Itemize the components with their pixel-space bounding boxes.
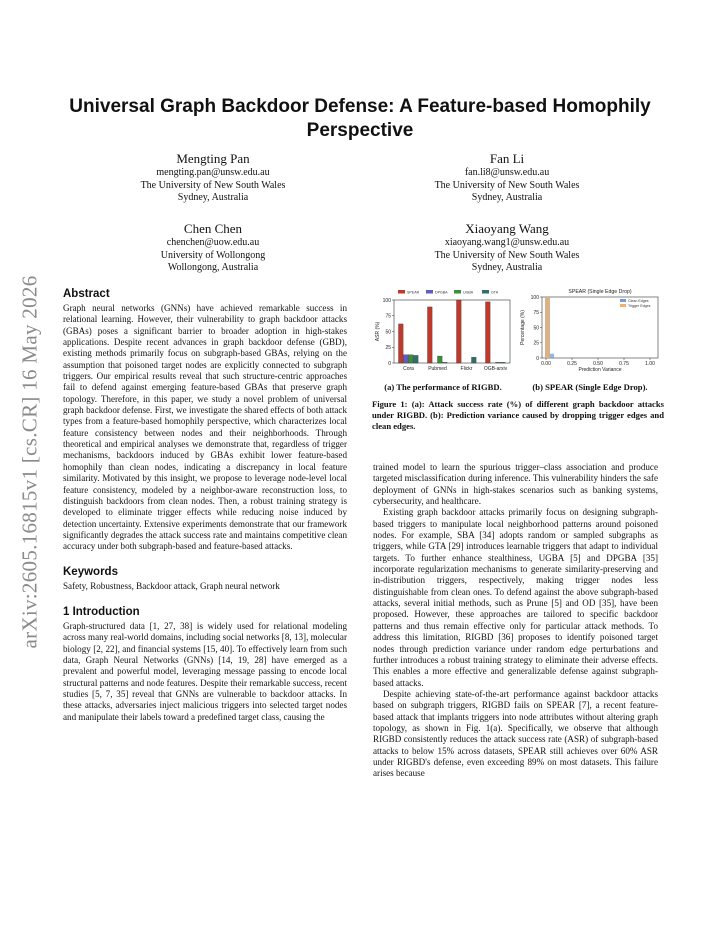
chart-variance xyxy=(516,286,664,381)
author-email: mengting.pan@unsw.edu.au xyxy=(156,167,270,178)
abstract-heading: Abstract xyxy=(63,288,110,300)
intro-paragraph: Graph-structured data [1, 27, 38] is widely used for relational modeling across many real-world domains, including social networks [8, 13], molecular biology [2, 22], and financial systems [15, 40]. To effectively learn from such data, Graph Neural Networks (GNNs) [14, 19, 28] have emerged as a prevalent and powerful model, leveraging message passing to encode local structural patterns and node features. Despite their remarkable success, recent studies [5, 7, 35] reveal that GNNs are vulnerable to backdoor attacks. In these attacks, adversaries inject malicious triggers into selected target nodes and manipulate their labels toward a predefined target class, causing the xyxy=(63,620,347,722)
bar xyxy=(496,362,501,363)
legend-label: GTA xyxy=(491,290,499,295)
legend-swatch xyxy=(454,290,461,294)
legend-label: UGBA xyxy=(463,290,474,295)
x-tick-label: 0.25 xyxy=(567,361,577,367)
author-name: Fan Li xyxy=(489,151,525,166)
plot-frame xyxy=(394,300,510,363)
y-tick-label: 50 xyxy=(385,329,391,336)
legend-label: Trigger Edges xyxy=(628,304,651,308)
x-tick-label: 0.75 xyxy=(619,361,629,367)
author-block xyxy=(98,220,328,275)
figure-caption: Figure 1: (a): Attack success rate (%) of different graph backdoor attacks under RIGBD. (b): Prediction variance caused by dropping trigger edges and clean edges. xyxy=(372,399,664,431)
author-block xyxy=(392,220,622,275)
histogram-bar xyxy=(545,297,550,358)
legend-swatch xyxy=(398,290,405,294)
author-location: Sydney, Australia xyxy=(471,262,543,273)
author-block xyxy=(98,150,328,205)
bar xyxy=(438,356,443,363)
legend-swatch xyxy=(620,304,626,307)
y-axis-label: Percentage (%) xyxy=(520,310,526,345)
keywords-heading: Keywords xyxy=(63,565,118,578)
bar xyxy=(486,302,491,363)
legend-swatch xyxy=(620,299,626,302)
author-email: fan.li8@unsw.edu.au xyxy=(464,167,550,178)
bar xyxy=(399,324,404,363)
keywords-text: Safety, Robustness, Backdoor attack, Graph neural network xyxy=(63,580,280,591)
author-affiliation: The University of New South Wales xyxy=(140,179,286,191)
y-axis-label: ASR (%) xyxy=(375,321,381,342)
y-tick-label: 100 xyxy=(382,297,391,304)
x-tick-label: Pubmed xyxy=(428,366,447,372)
x-tick-label: 1.00 xyxy=(645,361,655,367)
intro-paragraph: Despite achieving state-of-the-art performance against backdoor attacks based on subgraph triggers, RIGBD fails on SPEAR [7], a recent feature-based attack that implants triggers into node attributes without altering graph topology, as shown in Fig. 1(a). Specifically, we observe that although RIGBD consistently reduces the attack success rate (ASR) of subgraph-based attacks to below 15% across datasets, SPEAR still achieves over 60% ASR under RIGBD's defense, even exceeding 89% on most datasets. This failure arises because xyxy=(373,688,658,779)
author-location: Sydney, Australia xyxy=(471,192,543,203)
chart-asr xyxy=(372,286,514,381)
author-location: Wollongong, Australia xyxy=(167,262,259,273)
y-tick-label: 100 xyxy=(530,294,539,301)
arxiv-stamp: arXiv:2605.16815v1 [cs.CR] 16 May 2026 xyxy=(17,275,42,649)
bar xyxy=(414,355,419,363)
bar xyxy=(501,362,506,363)
x-tick-label: OGB-arxiv xyxy=(483,366,508,372)
y-tick-label: 50 xyxy=(533,325,539,332)
x-tick-label: 0.50 xyxy=(593,361,603,367)
author-name: Xiaoyang Wang xyxy=(465,221,549,236)
y-tick-label: 75 xyxy=(385,313,391,320)
subcaption-a: (a) The performance of RIGBD. xyxy=(384,382,502,392)
bar xyxy=(404,355,409,363)
author-name: Mengting Pan xyxy=(176,151,250,166)
right-column xyxy=(373,462,658,780)
author-email: chenchen@uow.edu.au xyxy=(166,237,260,248)
author-location: Sydney, Australia xyxy=(177,192,249,203)
y-tick-label: 25 xyxy=(533,340,539,347)
bar xyxy=(428,307,433,363)
x-tick-label: Flickr xyxy=(460,366,473,372)
intro-paragraph: Existing graph backdoor attacks primarily focus on designing subgraph-based triggers to manipulate local neighborhood patterns around poisoned nodes. For example, SBA [34] adopts random or sampled subgraphs as triggers, while GTA [29] introduces learnable triggers that adapt to individual targets. To further enhance stealthiness, UGBA [5] and DPGBA [35] incorporate regularization mechanisms to generate similarity-preserving and in-distribution triggers, respectively, making trigger nodes less distinguishable from clean ones. To defend against the above subgraph-based attacks, several initial methods, such as Prune [5] and OD [35], have been proposed. However, these approaches are tailored to specific backdoor patterns and thus remain effective only for particular attack methods. To address this limitation, RIGBD [36] proposes to identify poisoned target nodes through prediction variance under random edge perturbations and further introduces a robust training strategy to eliminate their adverse effects. This enables a more effective and generalizable defense against subgraph-based attacks. xyxy=(373,507,658,688)
x-tick-label: Cora xyxy=(403,366,414,372)
author-affiliation: The University of New South Wales xyxy=(434,249,580,261)
author-affiliation: The University of New South Wales xyxy=(434,179,580,191)
y-tick-label: 0 xyxy=(388,360,391,367)
bar xyxy=(409,355,414,363)
legend-label: Clean Edges xyxy=(628,299,649,303)
paper-title: Universal Graph Backdoor Defense: A Feature-based Homophily Perspective xyxy=(69,96,651,141)
author-affiliation: University of Wollongong xyxy=(160,249,266,261)
abstract-text: Graph neural networks (GNNs) have achieved remarkable success in relational learning. However, their vulnerability to graph backdoor attacks (GBAs) poses a significant barrier to broader adoption in high-stakes applications. Despite recent advances in graph backdoor defense (GBD), existing methods primarily focus on subgraph-based GBAs, relying on the assumption that poisoned target nodes are explicitly connected to subgraph triggers. Our empirical results reveal that such structure-centric approaches fail to defend against emerging feature-based GBAs that preserve graph topology. Therefore, in this paper, we study a novel problem of universal graph backdoor defense. First, we investigate the shared effects of both attack types from a feature-based homophily perspective, which characterizes local feature consistency between nodes and their neighborhoods. Through theoretical and empirical analyses we demonstrate that, regardless of trigger mechanisms, backdoors induced by GBAs exhibit lower feature-based homophily than clean nodes, indicating a discrepancy in local feature similarity. Motivated by this insight, we propose to leverage node-level local feature consistency, modeled by a neighbor-aware reconstruction loss, to distinguish backdoors from clean nodes. Then, a robust training strategy is developed to eliminate trigger effects while reducing noise induced by detection uncertainty. Extensive experiments demonstrate that our framework significantly degrades the attack success rate and maintains competitive clean accuracy under both subgraph-based and feature-based attacks. xyxy=(63,303,347,552)
bar xyxy=(443,362,448,363)
author-block xyxy=(392,150,622,205)
subcaption-b: (b) SPEAR (Single Edge Drop). xyxy=(532,382,648,392)
section-heading: 1 Introduction xyxy=(63,605,140,618)
intro-paragraph: trained model to learn the spurious trigger–class association and produce targeted misclassification during inference. This vulnerability hinders the safe deployment of GNNs in high-stakes scenarios such as banking systems, cybersecurity, and healthcare. xyxy=(373,462,658,507)
author-name: Chen Chen xyxy=(183,221,243,236)
y-tick-label: 0 xyxy=(536,355,539,362)
legend-swatch xyxy=(426,290,433,294)
y-tick-label: 75 xyxy=(533,310,539,317)
bar xyxy=(457,300,462,363)
chart-title: SPEAR (Single Edge Drop) xyxy=(568,289,632,295)
legend-label: SPEAR xyxy=(407,290,420,295)
author-email: xiaoyang.wang1@unsw.edu.au xyxy=(444,237,570,248)
left-column xyxy=(63,288,347,723)
y-tick-label: 25 xyxy=(385,345,391,352)
legend-swatch xyxy=(482,290,489,294)
x-tick-label: 0.00 xyxy=(541,361,551,367)
legend-label: DPGBA xyxy=(435,290,448,295)
bar xyxy=(472,357,477,363)
x-axis-label: Prediction Variance xyxy=(578,367,622,373)
